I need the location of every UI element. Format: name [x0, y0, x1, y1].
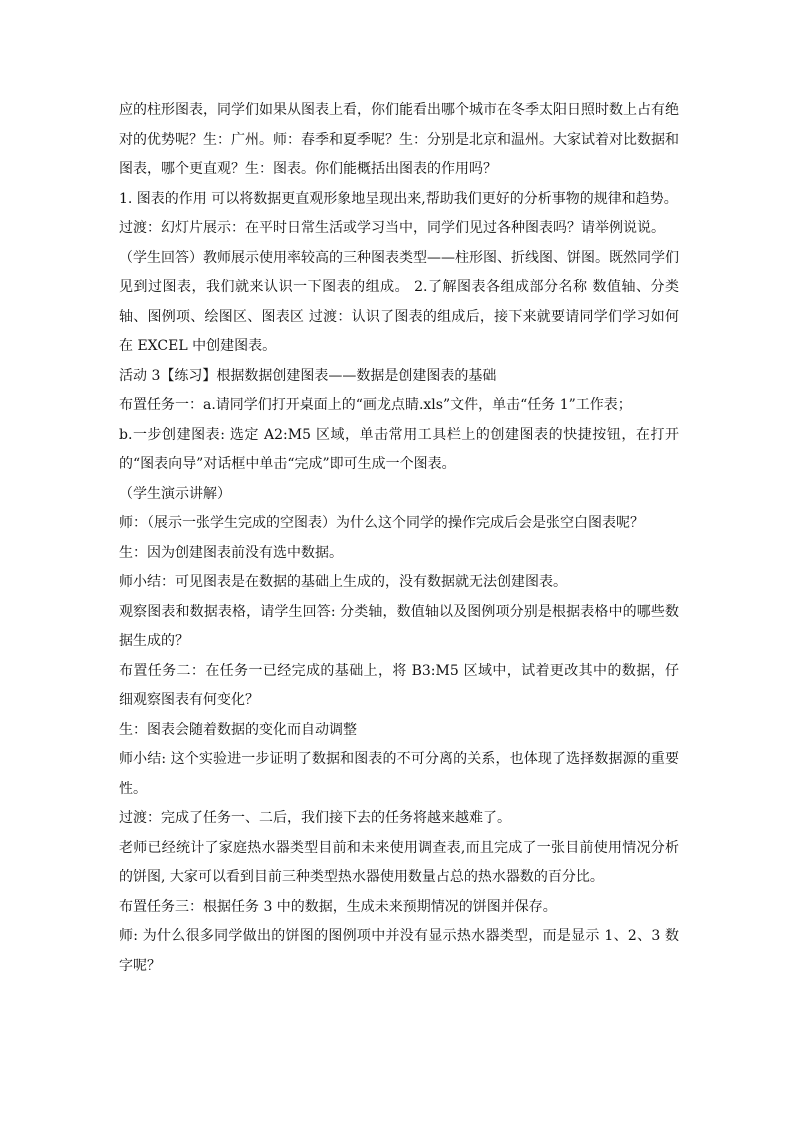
paragraph-chart-role: 1. 图表的作用 可以将数据更直观形象地呈现出来,帮助我们更好的分析事物的规律和趋势。: [119, 190, 678, 207]
paragraph-chart-types: （学生回答）教师展示使用率较高的三种图表类型——柱形图、折线图、饼图。既然同学们见到过图表，我们就来认识一下图表的组成。 2.了解图表各组成部分名称 数值轴、分类轴、图例项、绘图区、图表区 过渡：认识了图表的组成后，接下来就要请同学们学习如何在 EXCEL 中创建图表。: [119, 249, 679, 354]
paragraph-task-1b: b.一步创建图表: 选定 A2:M5 区域，单击常用工具栏上的创建图表的快捷按钮，在打开的“图表向导”对话框中单击“完成”即可生成一个图表。: [119, 426, 679, 472]
paragraph-teacher-legend-question: 师: 为什么很多同学做出的饼图的图例项中并没有显示热水器类型，而是显示 1、2、3 数字呢？: [119, 928, 679, 974]
paragraph-task-3: 布置任务三：根据任务 3 中的数据，生成未来预期情况的饼图并保存。: [119, 898, 557, 915]
paragraph-water-heater-survey: 老师已经统计了家庭热水器类型目前和未来使用调查表,而且完成了一张目前使用情况分析的饼图, 大家可以看到目前三种类型热水器使用数量占总的热水器数的百分比。: [119, 839, 679, 885]
paragraph-student-observation: 生：图表会随着数据的变化而自动调整: [119, 721, 357, 738]
paragraph-chart-intro: 应的柱形图表，同学们如果从图表上看，你们能看出哪个城市在冬季太阳日照时数上占有绝对的优势呢？生：广州。师：春季和夏季呢？生：分别是北京和温州。大家试着对比数据和图表，哪个更直观？生：图表。你们能概括出图表的作用吗？: [119, 102, 679, 177]
paragraph-task-2: 布置任务二：在任务一已经完成的基础上，将 B3:M5 区域中，试着更改其中的数据，仔细观察图表有何变化？: [119, 662, 679, 708]
document-body: [119, 96, 679, 981]
paragraph-student-demo: （学生演示讲解）: [119, 485, 231, 502]
paragraph-task-1a: 布置任务一：a.请同学们打开桌面上的“画龙点睛.xls”文件，单击“任务 1”工作表；: [119, 397, 632, 413]
paragraph-teacher-question: 师：（展示一张学生完成的空图表）为什么这个同学的操作完成后会是张空白图表呢？: [119, 515, 644, 531]
paragraph-transition-slides: 过渡：幻灯片展示：在平时日常生活或学习当中，同学们见过各种图表吗？请举例说说。: [119, 220, 665, 236]
paragraph-transition-harder: 过渡：完成了任务一、二后，我们接下去的任务将越来越难了。: [119, 810, 511, 826]
paragraph-teacher-summary-2: 师小结: 这个实验进一步证明了数据和图表的不可分离的关系，也体现了选择数据源的重要性。: [119, 751, 679, 797]
paragraph-activity-3: 活动 3【练习】根据数据创建图表——数据是创建图表的基础: [119, 367, 497, 384]
paragraph-student-answer: 生：因为创建图表前没有选中数据。: [119, 544, 343, 561]
paragraph-observe-chart: 观察图表和数据表格，请学生回答: 分类轴，数值轴以及图例项分别是根据表格中的哪些数据生成的？: [119, 603, 679, 649]
paragraph-teacher-summary-1: 师小结：可见图表是在数据的基础上生成的，没有数据就无法创建图表。: [119, 574, 567, 590]
